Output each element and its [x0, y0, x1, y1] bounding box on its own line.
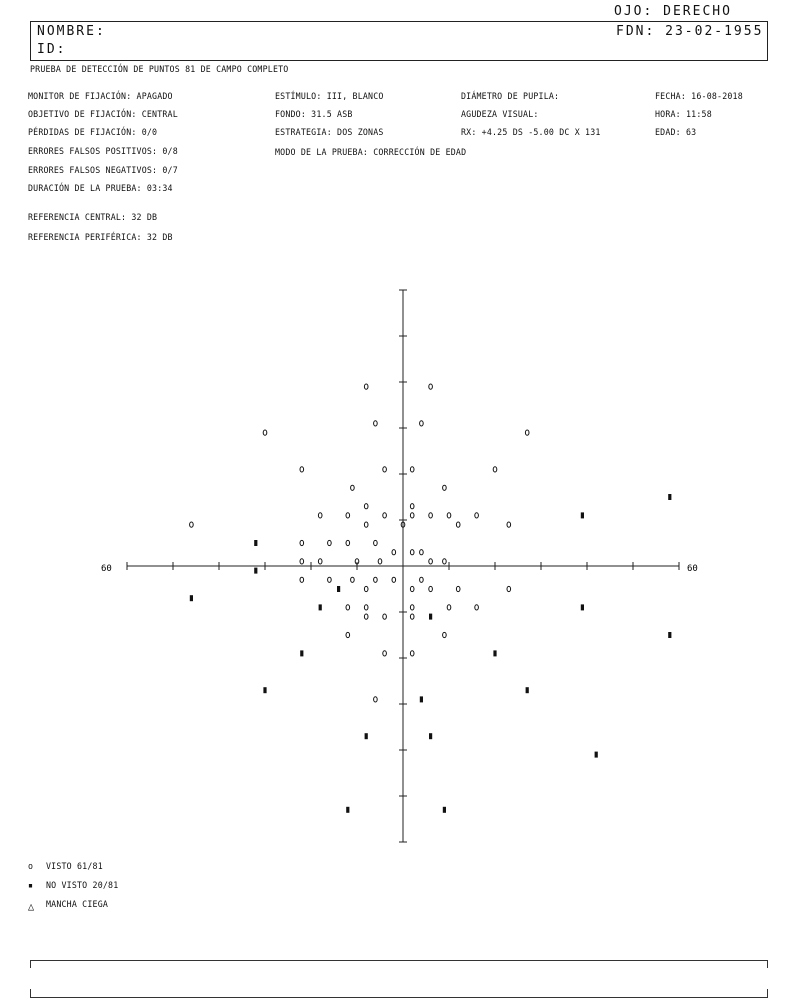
seen-point	[392, 550, 396, 555]
seen-point	[374, 540, 378, 545]
dob-label: FDN: 23-02-1955	[616, 24, 764, 39]
legend-seen-label: VISTO 61/81	[46, 862, 103, 872]
bottom-rule-upper-right-tick	[767, 960, 768, 968]
patient-age: EDAD: 63	[655, 128, 697, 138]
seen-point	[456, 522, 460, 527]
not-seen-point	[190, 595, 193, 601]
seen-point	[346, 605, 350, 610]
peripheral-reference: REFERENCIA PERIFÉRICA: 32 DB	[28, 233, 173, 243]
not-seen-point	[429, 733, 432, 739]
not-seen-point	[595, 752, 598, 758]
seen-point	[300, 559, 304, 564]
seen-point	[374, 697, 378, 702]
test-time: HORA: 11:58	[655, 110, 712, 120]
seen-point	[443, 559, 447, 564]
seen-point	[410, 467, 414, 472]
seen-point	[328, 577, 332, 582]
seen-point	[383, 614, 387, 619]
seen-point	[318, 513, 322, 518]
seen-point	[429, 513, 433, 518]
seen-point	[383, 651, 387, 656]
seen-point	[410, 605, 414, 610]
seen-point	[410, 614, 414, 619]
seen-point	[378, 559, 382, 564]
pupil-diameter: DIÁMETRO DE PUPILA:	[461, 92, 560, 102]
not-seen-point	[319, 604, 322, 610]
bottom-rule-lower-left-tick	[30, 989, 31, 997]
seen-point	[507, 586, 511, 591]
seen-point	[410, 504, 414, 509]
seen-point	[364, 522, 368, 527]
id-label: ID:	[37, 42, 67, 57]
fixation-losses: PÉRDIDAS DE FIJACIÓN: 0/0	[28, 128, 158, 138]
seen-point	[374, 421, 378, 426]
seen-point	[410, 586, 414, 591]
seen-point	[420, 550, 424, 555]
test-mode: MODO DE LA PRUEBA: CORRECCIÓN DE EDAD	[275, 148, 467, 158]
strategy: ESTRATEGIA: DOS ZONAS	[275, 128, 384, 138]
seen-point	[410, 651, 414, 656]
false-positives: ERRORES FALSOS POSITIVOS: 0/8	[28, 147, 178, 157]
seen-point	[364, 504, 368, 509]
not-seen-point	[581, 604, 584, 610]
legend-not-seen-label: NO VISTO 20/81	[46, 881, 119, 891]
seen-point	[493, 467, 497, 472]
not-seen-point	[365, 733, 368, 739]
seen-point	[300, 467, 304, 472]
fixation-target: OBJETIVO DE FIJACIÓN: CENTRAL	[28, 110, 178, 120]
background: FONDO: 31.5 ASB	[275, 110, 353, 120]
plot-axes	[127, 290, 679, 842]
name-label: NOMBRE:	[37, 24, 106, 39]
seen-point	[392, 577, 396, 582]
test-title: PRUEBA DE DETECCIÓN DE PUNTOS 81 DE CAMPO COMPLETO	[30, 65, 289, 75]
refraction: RX: +4.25 DS -5.00 DC X 131	[461, 128, 601, 138]
seen-point	[364, 586, 368, 591]
seen-point	[351, 485, 355, 490]
seen-point	[383, 467, 387, 472]
not-seen-point	[668, 632, 671, 638]
seen-point	[410, 513, 414, 518]
seen-point	[410, 550, 414, 555]
seen-point	[420, 577, 424, 582]
legend-seen-symbol: o	[28, 862, 34, 872]
not-seen-point	[493, 650, 496, 656]
not-seen-point	[668, 494, 671, 500]
seen-point	[475, 513, 479, 518]
seen-point	[383, 513, 387, 518]
seen-point	[456, 586, 460, 591]
x-axis-left-label: 60	[101, 564, 112, 574]
not-seen-point	[526, 687, 529, 693]
eye-label: OJO: DERECHO	[614, 4, 732, 19]
seen-point	[374, 577, 378, 582]
seen-point	[443, 485, 447, 490]
seen-point	[420, 421, 424, 426]
bottom-rule-upper	[30, 960, 768, 961]
not-seen-point	[420, 696, 423, 702]
bottom-rule-lower-right-tick	[767, 989, 768, 997]
seen-point	[447, 513, 451, 518]
not-seen-point	[263, 687, 266, 693]
seen-point	[429, 559, 433, 564]
seen-point	[351, 577, 355, 582]
seen-point	[443, 632, 447, 637]
seen-point	[475, 605, 479, 610]
seen-point	[190, 522, 194, 527]
bottom-rule-upper-left-tick	[30, 960, 31, 968]
fixation-monitor: MONITOR DE FIJACIÓN: APAGADO	[28, 92, 173, 102]
test-duration: DURACIÓN DE LA PRUEBA: 03:34	[28, 184, 173, 194]
plot-marks	[190, 384, 672, 813]
not-seen-point	[443, 807, 446, 813]
seen-point	[429, 586, 433, 591]
seen-point	[328, 540, 332, 545]
seen-point	[300, 540, 304, 545]
not-seen-point	[254, 540, 257, 546]
seen-point	[318, 559, 322, 564]
test-date: FECHA: 16-08-2018	[655, 92, 743, 102]
seen-point	[300, 577, 304, 582]
seen-point	[364, 614, 368, 619]
legend-blind-spot-label: MANCHA CIEGA	[46, 900, 109, 910]
not-seen-point	[429, 614, 432, 620]
not-seen-point	[337, 586, 340, 592]
seen-point	[346, 513, 350, 518]
seen-point	[429, 384, 433, 389]
seen-point	[263, 430, 267, 435]
false-negatives: ERRORES FALSOS NEGATIVOS: 0/7	[28, 166, 178, 176]
stimulus: ESTÍMULO: III, BLANCO	[275, 92, 384, 102]
legend-not-seen-symbol: ▪	[28, 881, 34, 891]
bottom-rule-lower	[30, 997, 768, 998]
not-seen-point	[581, 512, 584, 518]
seen-point	[346, 632, 350, 637]
seen-point	[507, 522, 511, 527]
seen-point	[525, 430, 529, 435]
seen-point	[364, 605, 368, 610]
not-seen-point	[254, 568, 257, 574]
visual-acuity: AGUDEZA VISUAL:	[461, 110, 539, 120]
not-seen-point	[300, 650, 303, 656]
central-reference: REFERENCIA CENTRAL: 32 DB	[28, 213, 158, 223]
x-axis-right-label: 60	[687, 564, 698, 574]
seen-point	[346, 540, 350, 545]
seen-point	[447, 605, 451, 610]
legend-blind-spot-symbol: △	[28, 900, 35, 913]
not-seen-point	[346, 807, 349, 813]
seen-point	[364, 384, 368, 389]
